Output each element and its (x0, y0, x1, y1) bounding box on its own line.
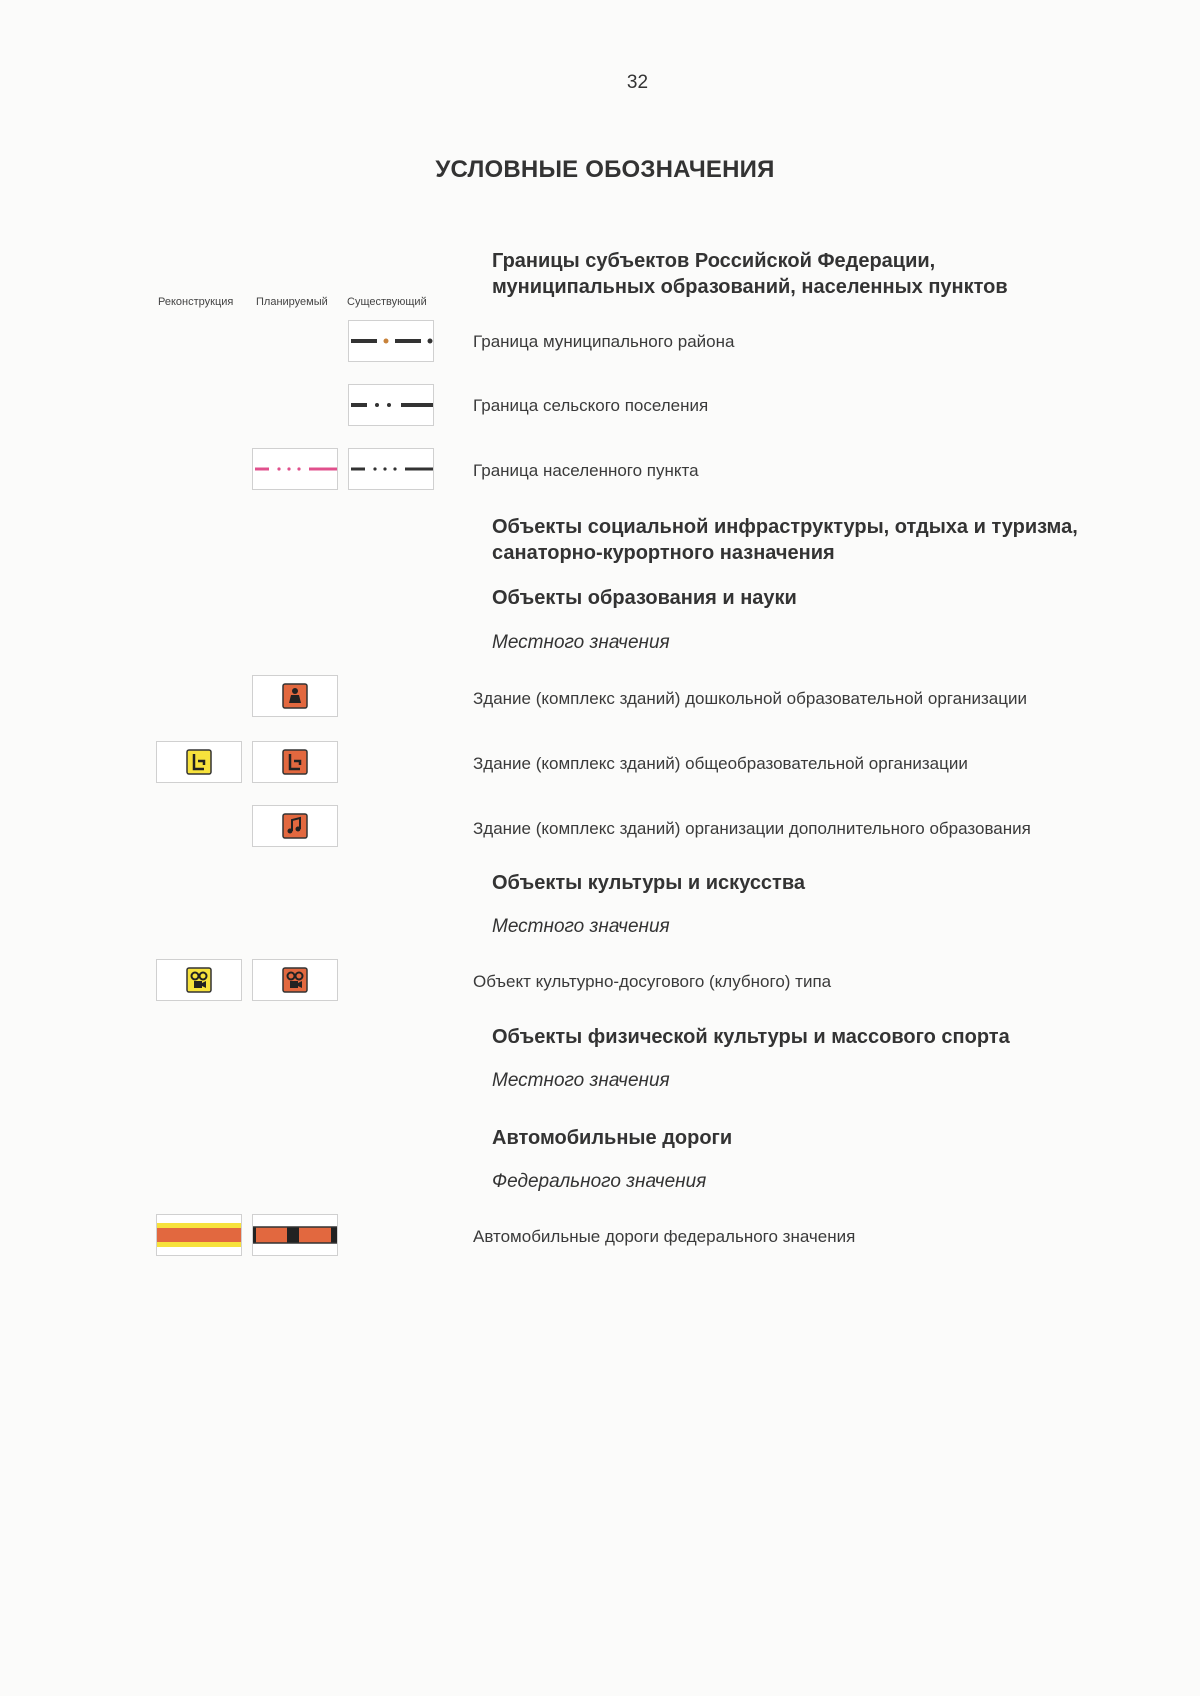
subheading-federal: Федерального значения (492, 1171, 707, 1192)
section-heading-roads: Автомобильные дороги (492, 1127, 733, 1149)
legend-symbol-federal-road-reconstruction (156, 1214, 242, 1256)
subheading-local-education: Местного значения (492, 632, 670, 653)
road-planned-symbol (253, 1215, 337, 1255)
label-rural-settlement-border: Граница сельского поселения (473, 396, 709, 415)
column-header-existing: Существующий (347, 296, 427, 308)
column-header-planned: Планируемый (256, 296, 328, 308)
film-projector-icon (282, 967, 308, 993)
page-number: 32 (626, 72, 649, 93)
page-title: УСЛОВНЫЕ ОБОЗНАЧЕНИЯ (435, 156, 775, 183)
music-note-icon (282, 813, 308, 839)
label-additional-education-building: Здание (комплекс зданий) организации дополнительного образования (473, 819, 1031, 838)
label-locality-border: Граница населенного пункта (473, 461, 699, 480)
line-dash-dots-symbol (349, 448, 433, 490)
school-icon (282, 749, 308, 775)
section-heading-sport: Объекты физической культуры и массового спорта (492, 1026, 1010, 1048)
legend-symbol-federal-road-planned (252, 1214, 338, 1256)
line-dash-dots-pink-symbol (253, 448, 337, 490)
legend-symbol-additional-education-planned (252, 805, 338, 847)
legend-symbol-rural-settlement-existing (348, 384, 434, 426)
label-cultural-leisure-object: Объект культурно-досугового (клубного) типа (473, 972, 832, 991)
legend-symbol-school-planned (252, 741, 338, 783)
section-heading-borders: Границы субъектов Российской Федерации, муниципальных образований, населенных пунктов (492, 250, 1008, 298)
subheading-local-culture: Местного значения (492, 916, 670, 937)
line-dash-dot-symbol (349, 320, 433, 362)
line-dash-dot-dot-symbol (349, 384, 433, 426)
legend-symbol-locality-planned (252, 448, 338, 490)
label-general-school-building: Здание (комплекс зданий) общеобразовательной организации (473, 754, 968, 773)
road-reconstruction-symbol (157, 1215, 241, 1255)
subheading-local-sport: Местного значения (492, 1070, 670, 1091)
legend-symbol-cultural-reconstruction (156, 959, 242, 1001)
legend-symbol-preschool-planned (252, 675, 338, 717)
legend-symbol-school-reconstruction (156, 741, 242, 783)
section-heading-social-infrastructure: Объекты социальной инфраструктуры, отдыха и туризма, санаторно-курортного назначения (492, 516, 1078, 564)
section-heading-culture: Объекты культуры и искусства (492, 872, 806, 894)
label-preschool-building: Здание (комплекс зданий) дошкольной образовательной организации (473, 689, 1027, 708)
child-icon (282, 683, 308, 709)
label-federal-roads: Автомобильные дороги федерального значения (473, 1227, 856, 1246)
school-icon (186, 749, 212, 775)
legend-symbol-municipal-district-existing (348, 320, 434, 362)
section-heading-education: Объекты образования и науки (492, 587, 797, 609)
column-header-reconstruction: Реконструкция (158, 296, 234, 308)
film-projector-icon (186, 967, 212, 993)
legend-symbol-locality-existing (348, 448, 434, 490)
label-municipal-district-border: Граница муниципального района (473, 332, 735, 351)
legend-symbol-cultural-planned (252, 959, 338, 1001)
